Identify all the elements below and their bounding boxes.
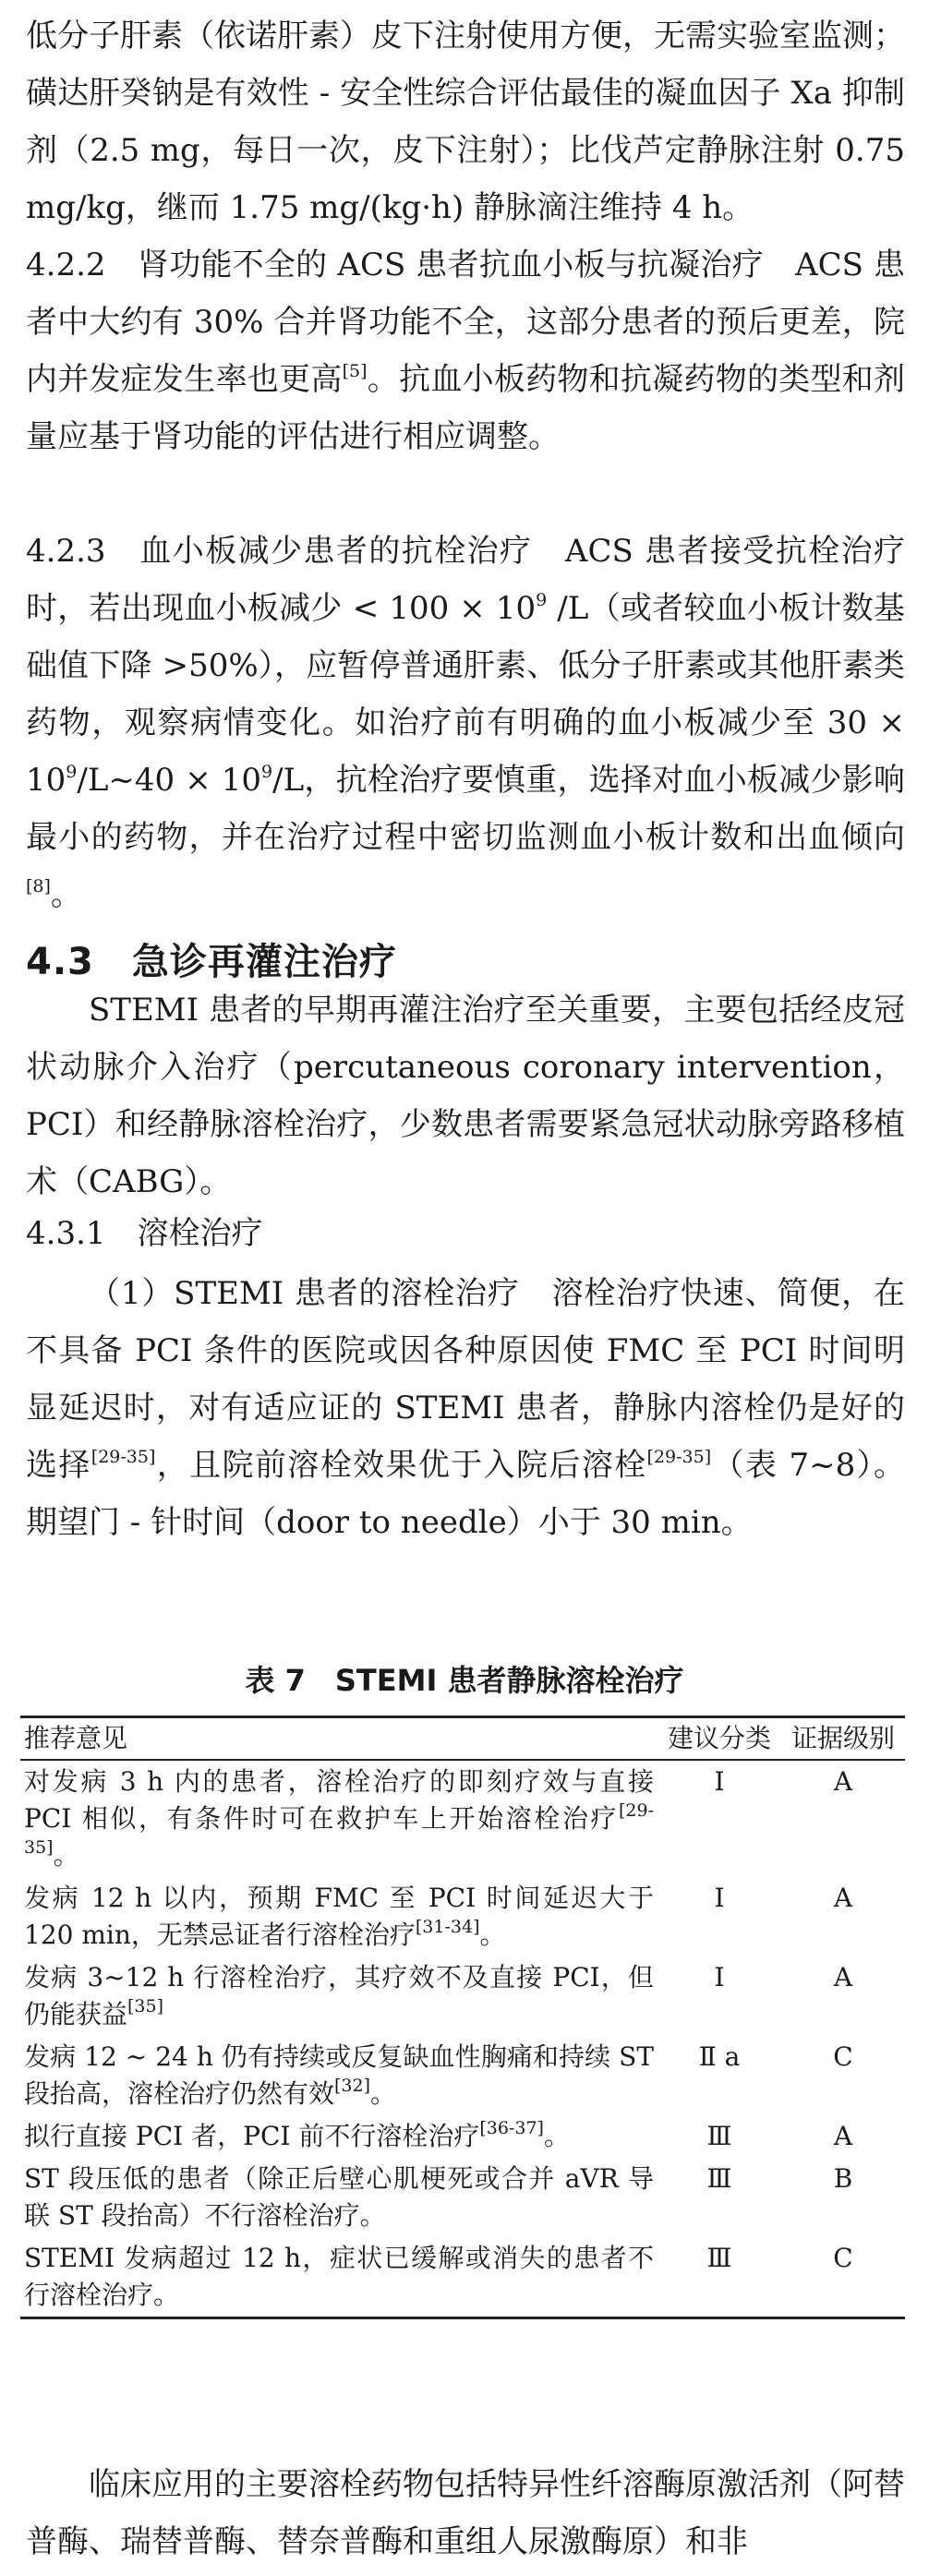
table-row: [20, 2237, 905, 2318]
citation-ref: [36-37]: [479, 2117, 544, 2138]
cell-recommendation: [20, 2158, 658, 2237]
paragraph-thrombolytic-drugs: [26, 2456, 905, 2570]
table-row: [20, 2158, 905, 2237]
recommendation-text: 拟行直接 PCI 者，PCI 前不行溶栓治疗: [24, 2121, 480, 2151]
table-row: [20, 2115, 905, 2158]
exponent: 9: [66, 761, 78, 782]
recommendation-text: ST 段压低的患者（除正后壁心肌梗死或合并 aVR 导联 ST 段抬高）不行溶栓治疗。: [24, 2163, 655, 2231]
paragraph-text: 4.2.3 血小板减少患者的抗栓治疗 ACS 患者接受抗栓治疗时，若出现血小板减少 < 100 × 10: [26, 533, 905, 627]
subsection-heading: 4.3.1 溶栓治疗: [26, 1215, 263, 1252]
citation-ref: [32]: [334, 2075, 371, 2096]
recommendation-tail: 。: [370, 2078, 397, 2109]
cell-class: Ⅲ: [706, 2163, 732, 2194]
citation-ref: [31-34]: [415, 1916, 480, 1937]
paragraph-text: （表 7~8）。期望门 - 针时间（door to needle）小于 30 min。: [26, 1447, 906, 1541]
recommendation-text: 发病 12 h 以内，预期 FMC 至 PCI 时间延迟大于 120 min，无禁忌证者行溶栓治疗: [24, 1883, 655, 1950]
citation-ref: [5]: [342, 360, 368, 381]
recommendation-text: 发病 3~12 h 行溶栓治疗，其疗效不及直接 PCI，但仍能获益: [24, 1962, 655, 2029]
cell-recommendation: [20, 2036, 658, 2115]
header-class: 建议分类: [658, 1717, 781, 1761]
table-row: [20, 1760, 905, 1877]
cell-recommendation: [20, 1956, 658, 2036]
paragraph-text: 临床应用的主要溶栓药物包括特异性纤溶酶原激活剂（阿替普酶、瑞替普酶、替奈普酶和重组人尿激酶原）和非: [26, 2466, 905, 2560]
paragraph-renal-insufficiency: [26, 236, 905, 465]
table-row: [20, 1877, 905, 1956]
cell-class: Ⅰ: [714, 1883, 725, 1913]
table-row: [20, 1956, 905, 2036]
section-heading: 4.3 急诊再灌注治疗: [26, 941, 397, 983]
header-level: 证据级别: [781, 1717, 905, 1761]
paragraph-thrombolysis: [26, 1265, 905, 1551]
paragraph-text: /L（或者较血小板计数基础值下降 >50%），应暂停普通肝素、低分子肝素或其他肝素类药物，观察病情变化。如治疗前有明确的血小板减少至 30 × 10: [26, 590, 906, 799]
recommendation-table: [20, 1715, 905, 2319]
citation-ref: [29-35]: [90, 1446, 156, 1467]
cell-class: Ⅰ: [714, 1962, 725, 1992]
paragraph-text: /L，抗栓治疗要慎重，选择对血小板减少影响最小的药物，并在治疗过程中密切监测血小板计数和出血倾向: [26, 762, 905, 856]
cell-class: Ⅲ: [658, 2237, 781, 2318]
header-recommendation: 推荐意见: [20, 1717, 658, 1761]
cell-class: Ⅲ: [706, 2121, 732, 2151]
citation-ref: [35]: [127, 1995, 164, 2016]
table-row: [20, 2036, 905, 2115]
cell-class: Ⅱ a: [698, 2041, 741, 2072]
cell-level: C: [781, 2237, 905, 2318]
recommendation-tail: 。: [53, 1840, 79, 1871]
cell-level: B: [833, 2163, 853, 2194]
cell-recommendation: [20, 2115, 658, 2158]
cell-level: A: [833, 1766, 853, 1797]
paragraph-text: （1）STEMI 患者的溶栓治疗 溶栓治疗快速、简便，在不具备 PCI 条件的医院或因各种原因使 FMC 至 PCI 时间明显延迟时，对有适应证的 STEMI 患者，静脉内溶栓仍是好的选择: [26, 1275, 905, 1484]
cell-level: A: [833, 1883, 853, 1913]
cell-recommendation: [20, 1760, 658, 1877]
recommendation-text: 对发病 3 h 内的患者，溶栓治疗的即刻疗效与直接 PCI 相似，有条件时可在救护车上开始溶栓治疗: [24, 1766, 655, 1834]
exponent: 9: [261, 761, 273, 782]
table-body: [20, 1760, 905, 2318]
cell-recommendation: [20, 2237, 658, 2318]
cell-recommendation: [20, 1877, 658, 1956]
paragraph-text: STEMI 患者的早期再灌注治疗至关重要，主要包括经皮冠状动脉介入治疗（percutaneous coronary intervention，PCI）和经静脉溶栓治疗，少数患者需要紧急冠状动脉旁路移植术（CABG）。: [26, 992, 905, 1200]
paragraph-text: 4.2.2 肾功能不全的 ACS 患者抗血小板与抗凝治疗 ACS 患者中大约有 30% 合并肾功能不全，这部分患者的预后更差，院内并发症发生率也更高: [26, 247, 905, 398]
paragraph-reperfusion: [26, 981, 905, 1210]
cell-level: C: [833, 2041, 853, 2072]
paragraph-text: 。抗血小板药物和抗凝药物的类型和剂量应基于肾功能的评估进行相应调整。: [26, 361, 906, 455]
citation-ref: [29-35]: [646, 1446, 712, 1467]
table-caption: 表 7 STEMI 患者静脉溶栓治疗: [245, 1663, 684, 1698]
paragraph-text: 。: [50, 876, 82, 913]
citation-ref: [8]: [26, 875, 51, 897]
cell-level: A: [833, 1962, 853, 1992]
paragraph-text: 低分子肝素（依诺肝素）皮下注射使用方便，无需实验室监测；磺达肝癸钠是有效性 - 安全性综合评估最佳的凝血因子 Xa 抑制剂（2.5 mg，每日一次，皮下注射）；比伐芦定静脉注射 0.75 mg/kg，继而 1.75 mg/(kg·h) 静脉滴注维持 4 h。: [26, 18, 905, 226]
recommendation-text: 发病 12 ~ 24 h 仍有持续或反复缺血性胸痛和持续 ST 段抬高，溶栓治疗仍然有效: [24, 2041, 655, 2109]
recommendation-tail: 。: [479, 1920, 506, 1950]
cell-level: A: [833, 2121, 853, 2151]
citation-ref: [29-35]: [24, 1800, 655, 1858]
table-header-row: [20, 1717, 905, 1761]
recommendation-tail: 。: [543, 2121, 570, 2151]
paragraph-thrombocytopenia: [26, 523, 905, 923]
exponent: 9: [536, 589, 548, 610]
cell-class: Ⅰ: [714, 1766, 725, 1797]
paragraph-anticoagulant-dosing: [26, 7, 905, 236]
paragraph-text: ，且院前溶栓效果优于入院后溶栓: [155, 1447, 647, 1484]
recommendation-text: STEMI 发病超过 12 h，症状已缓解或消失的患者不行溶栓治疗。: [24, 2243, 655, 2310]
paragraph-text: /L~40 × 10: [77, 762, 262, 799]
